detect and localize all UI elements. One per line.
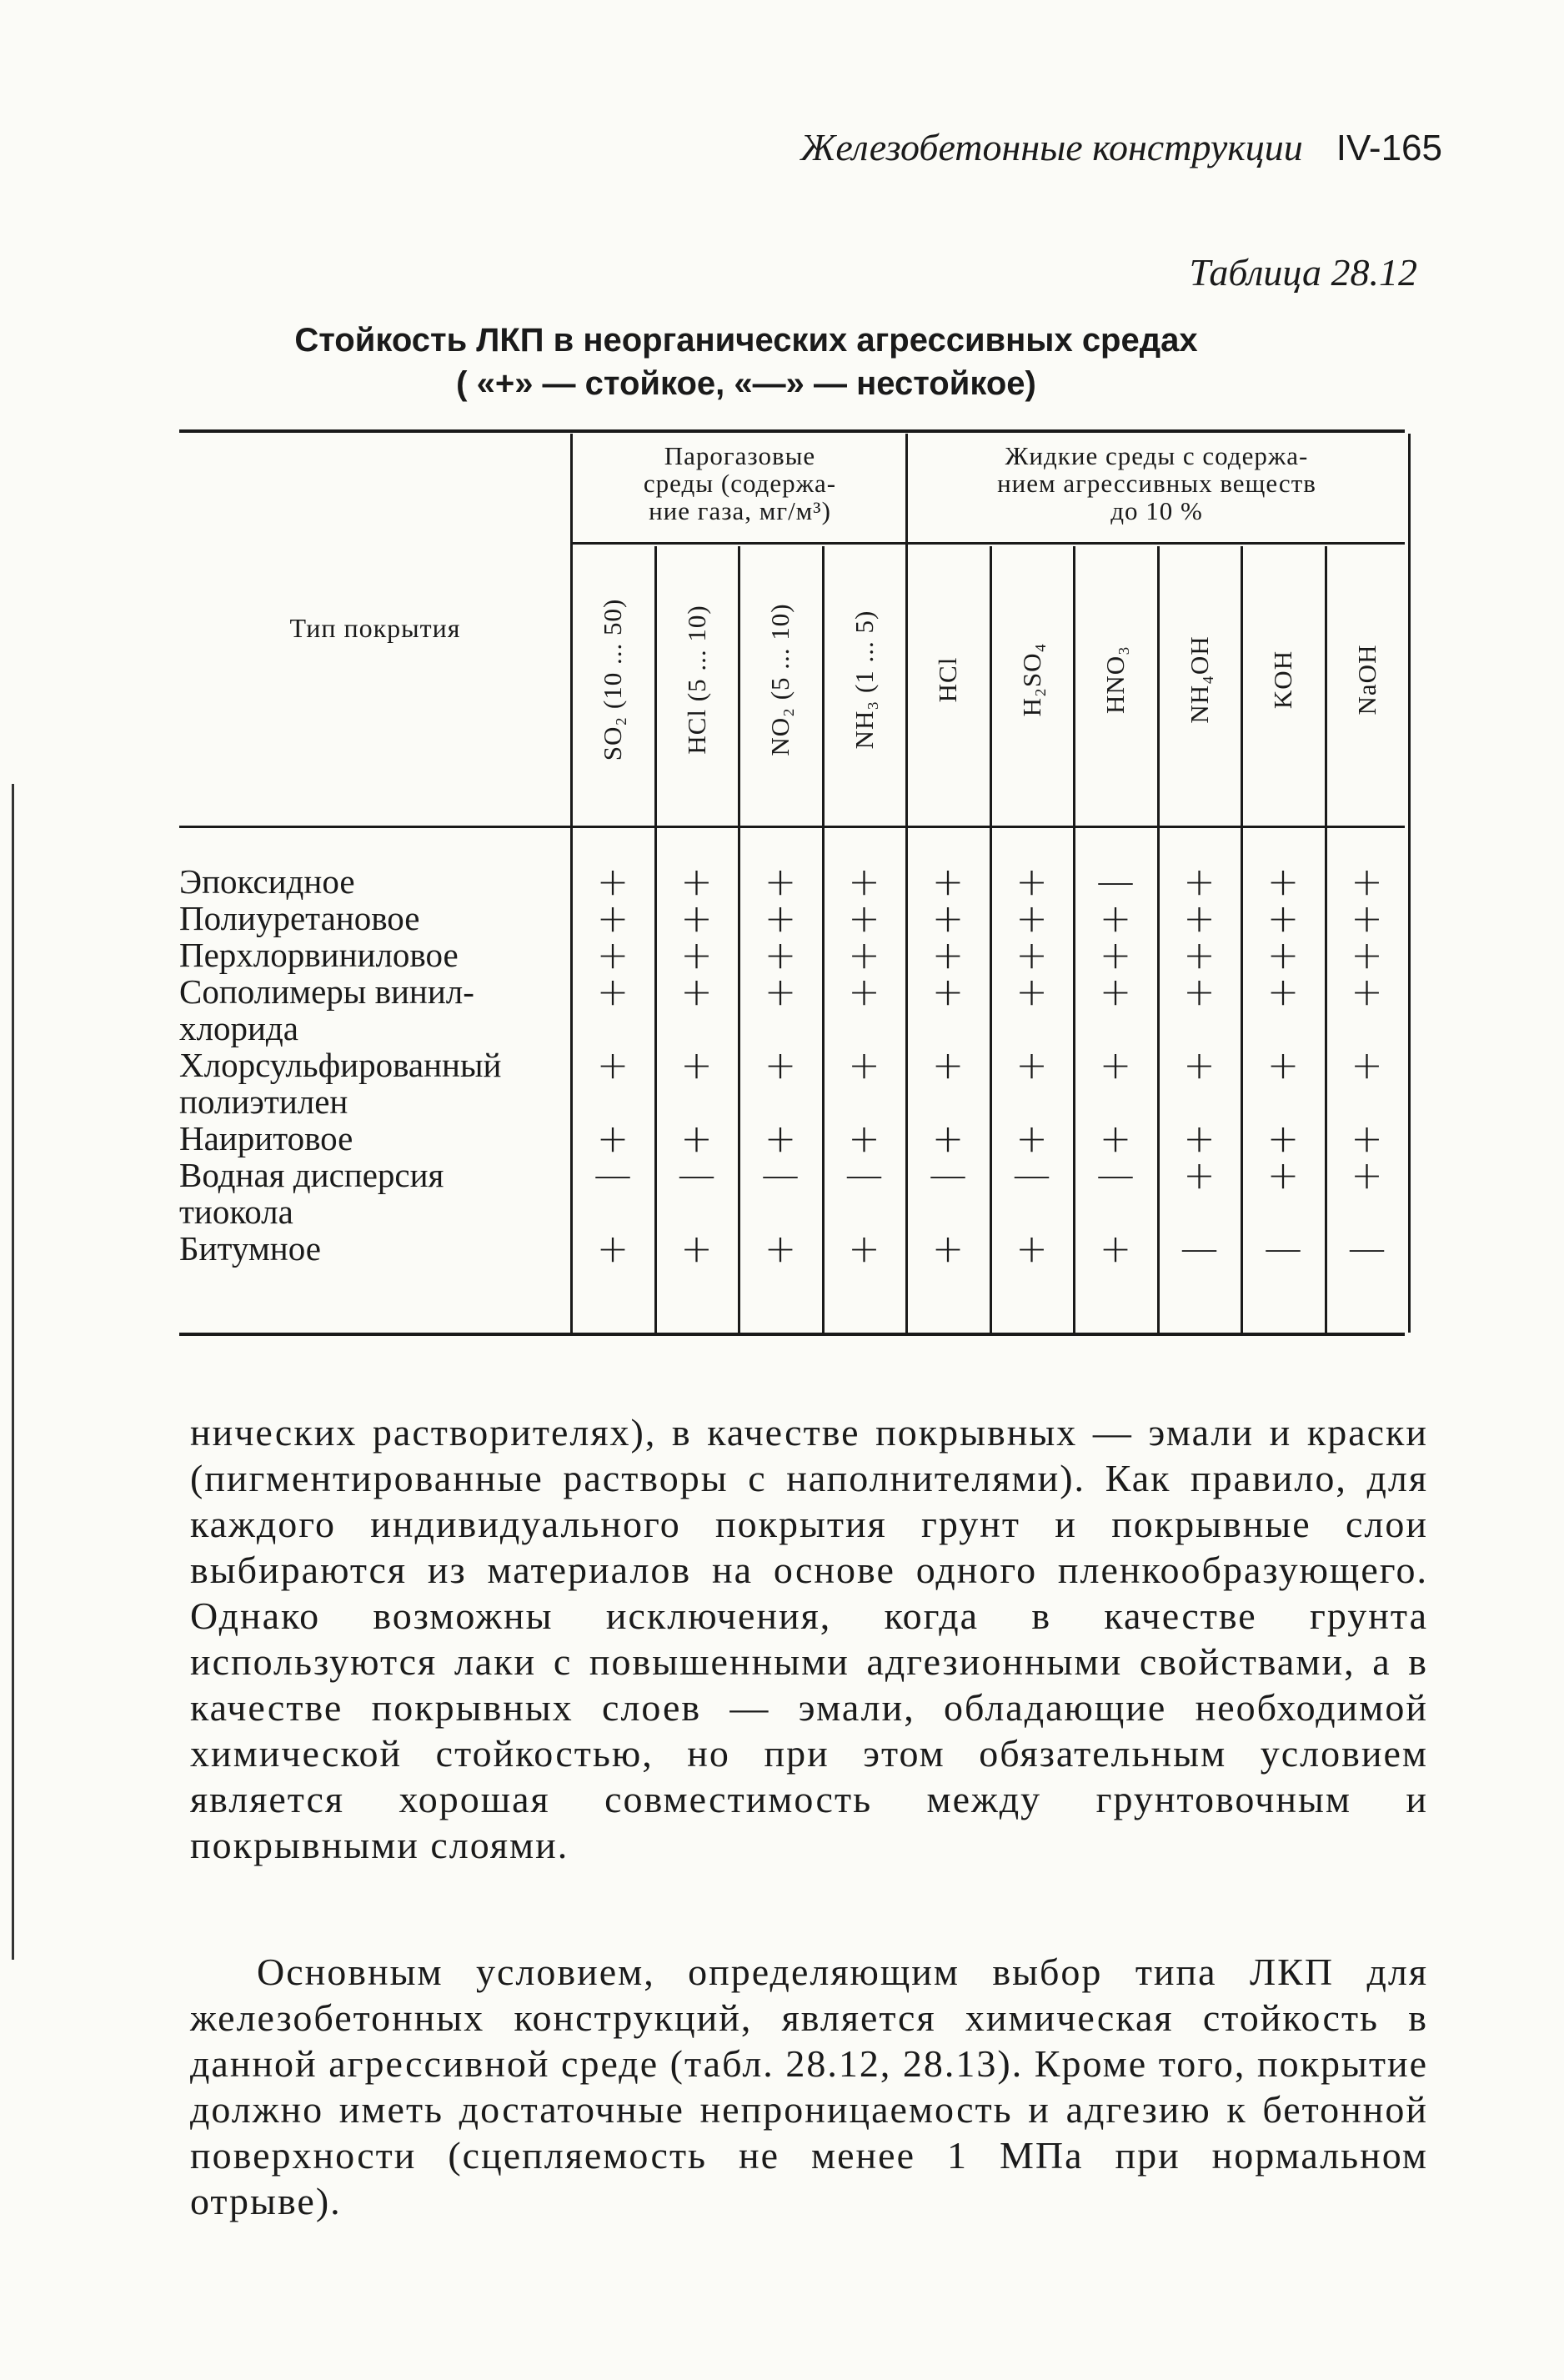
table-cell: + xyxy=(1015,1116,1048,1161)
column-divider xyxy=(905,434,908,1333)
table-cell: + xyxy=(764,896,797,941)
row-label xyxy=(179,900,563,936)
column-header xyxy=(658,555,736,805)
column-header xyxy=(1328,555,1406,805)
column-divider xyxy=(1408,434,1411,1333)
table-cell: + xyxy=(1183,1152,1216,1198)
column-header xyxy=(909,555,987,805)
page-number: IV-165 xyxy=(1336,128,1442,168)
row-label-line: хлорида xyxy=(179,1009,298,1047)
table-cell: + xyxy=(680,859,713,904)
row-label xyxy=(179,936,563,973)
table-cell: + xyxy=(931,1042,965,1087)
column-header-label: SO₂ (10 ... 50) xyxy=(598,598,627,761)
table-cell: + xyxy=(596,1116,629,1161)
column-header xyxy=(993,555,1071,805)
table-cell: + xyxy=(1351,859,1383,904)
table-cell: + xyxy=(764,859,797,904)
group-liquid-line: Жидкие среды с содержа- xyxy=(1005,441,1309,470)
table-cell: + xyxy=(1015,969,1048,1014)
row-label-line: Битумное xyxy=(179,1229,321,1268)
column-header-label: NO₂ (5 ... 10) xyxy=(765,603,795,756)
table-cell: + xyxy=(680,969,713,1014)
group-header-rule xyxy=(571,542,1405,545)
column-divider xyxy=(1241,546,1243,1333)
coating-type-header: Тип покрытия xyxy=(289,613,461,643)
column-header-label: NaOH xyxy=(1351,644,1381,716)
column-divider xyxy=(738,546,740,1333)
table-cell: + xyxy=(848,896,880,941)
table-cell: + xyxy=(1351,932,1383,977)
table-cell: + xyxy=(1015,932,1048,977)
column-header-label: NH₃ (1 ... 5) xyxy=(849,610,879,750)
table-cell: + xyxy=(764,969,797,1014)
table-cell: + xyxy=(1099,1226,1132,1271)
table-cell: + xyxy=(848,1116,880,1161)
caption-line-1: Стойкость ЛКП в неорганических агрессивных средах xyxy=(294,322,1198,359)
table-cell: + xyxy=(596,932,629,977)
table-cell: + xyxy=(764,1042,797,1087)
column-header-label: HNO₃ xyxy=(1100,645,1130,714)
table-cell: — xyxy=(1096,859,1135,904)
row-label-line: Перхлорвиниловое xyxy=(179,936,459,974)
table-cell: — xyxy=(929,1152,967,1198)
table-cell: + xyxy=(1183,932,1216,977)
row-label-line: Водная дисперсия xyxy=(179,1156,444,1194)
column-divider xyxy=(654,546,657,1333)
running-header xyxy=(0,125,1442,169)
table-caption xyxy=(179,319,1313,405)
table-cell: — xyxy=(1347,1226,1386,1271)
table-cell: + xyxy=(1183,1116,1216,1161)
table-cell: + xyxy=(1099,969,1132,1014)
row-label-line: Хлорсульфированный xyxy=(179,1046,502,1084)
table-cell: — xyxy=(845,1152,884,1198)
table-cell: + xyxy=(1183,896,1216,941)
group-liquid-line: нием агрессивных веществ xyxy=(997,469,1316,498)
header-bottom-rule xyxy=(179,826,1405,828)
group-vapor-line: ние газа, мг/м³) xyxy=(649,496,831,525)
table-cell: + xyxy=(848,859,880,904)
table-cell: + xyxy=(596,859,629,904)
table-cell: + xyxy=(1015,896,1048,941)
table-cell: + xyxy=(680,1116,713,1161)
table-cell: + xyxy=(596,1042,629,1087)
table-cell: + xyxy=(1183,859,1216,904)
table-cell: + xyxy=(1015,1042,1048,1087)
table-cell: + xyxy=(1099,896,1132,941)
row-label-line: Полиуретановое xyxy=(179,899,420,937)
table-cell: + xyxy=(931,859,965,904)
table-cell: — xyxy=(1180,1226,1219,1271)
group-vapor-line: среды (содержа- xyxy=(643,469,837,498)
group-liquid-line: до 10 % xyxy=(1110,496,1203,525)
table-cell: + xyxy=(931,896,965,941)
row-label xyxy=(179,1230,563,1267)
table-cell: + xyxy=(764,932,797,977)
table-cell: + xyxy=(1351,1042,1383,1087)
table-cell: + xyxy=(596,1226,629,1271)
row-label-line: тиокола xyxy=(179,1193,293,1231)
table-cell: + xyxy=(764,1226,797,1271)
column-divider xyxy=(1073,546,1075,1333)
table-cell: + xyxy=(848,1226,880,1271)
table-cell: + xyxy=(1015,859,1048,904)
table-cell: — xyxy=(1264,1226,1302,1271)
row-label xyxy=(179,1047,563,1120)
column-header xyxy=(574,555,652,805)
table-cell: + xyxy=(1266,969,1300,1014)
table-cell: + xyxy=(596,969,629,1014)
table-cell: + xyxy=(1183,969,1216,1014)
row-label xyxy=(179,1120,563,1157)
column-divider xyxy=(1157,546,1160,1333)
row-label-line: Наиритовое xyxy=(179,1119,353,1157)
column-header xyxy=(1160,555,1239,805)
table-cell: — xyxy=(761,1152,800,1198)
table-cell: — xyxy=(594,1152,632,1198)
group-vapor-header xyxy=(571,442,909,525)
table-cell: + xyxy=(1266,1042,1300,1087)
table-cell: + xyxy=(1266,896,1300,941)
column-divider xyxy=(1325,546,1327,1333)
table-bottom-rule xyxy=(179,1333,1405,1336)
column-header xyxy=(825,555,904,805)
table-top-rule xyxy=(179,429,1405,433)
table-cell: + xyxy=(931,1226,965,1271)
column-header xyxy=(1076,555,1155,805)
paragraph-2: Основным условием, определяющим выбор типа ЛКП для железобетонных конструкций, является химическая стойкость в данной агрессивной среде (табл. 28.12, 28.13). Кроме того, покрытие должно иметь достаточные непроницаемость и адгезию к бетонной поверхности (сцепляемость не менее 1 МПа при нормальном отрыве). xyxy=(190,1951,1428,2222)
row-label xyxy=(179,863,563,900)
table-cell: + xyxy=(764,1116,797,1161)
table-cell: + xyxy=(596,896,629,941)
row-label-line: Эпоксидное xyxy=(179,862,355,901)
table-cell: + xyxy=(1266,1152,1300,1198)
column-header xyxy=(741,555,820,805)
margin-mark xyxy=(12,784,14,1960)
column-divider xyxy=(822,546,825,1333)
row-label-line: полиэтилен xyxy=(179,1082,348,1121)
table-cell: + xyxy=(848,1042,880,1087)
column-header-label: H₂SO₄ xyxy=(1016,642,1046,717)
table-cell: + xyxy=(1351,1152,1383,1198)
table-cell: — xyxy=(1012,1152,1051,1198)
column-header-label: NH₄OH xyxy=(1184,635,1214,724)
row-label xyxy=(179,973,563,1047)
column-divider xyxy=(990,546,992,1333)
group-liquid-header xyxy=(909,442,1405,525)
table-cell: + xyxy=(680,1042,713,1087)
table-cell: + xyxy=(1099,1042,1132,1087)
table-cell: + xyxy=(1351,969,1383,1014)
table-cell: + xyxy=(1099,932,1132,977)
table-cell: + xyxy=(1015,1226,1048,1271)
table-cell: + xyxy=(1266,1116,1300,1161)
table-cell: + xyxy=(680,896,713,941)
row-label xyxy=(179,1157,563,1230)
paragraph-1: нических растворителях), в качестве покрывных — эмали и краски (пигментированные растворы с наполнителями). Как правило, для каждого индивидуального покрытия грунт и покрывные слои выбираются из материалов на основе одного пленкообразующего. Однако возможны исключения, когда в качестве грунта используются лаки с повышенными адгезионными свойствами, а в качестве покрывных слоев — эмали, обладающие необходимой химической стойкостью, но при этом обязательным условием является хорошая совместимость между грунтовочным и покрывными слоями. xyxy=(190,1411,1428,1866)
table-cell: + xyxy=(848,969,880,1014)
table-cell: + xyxy=(931,969,965,1014)
group-vapor-line: Парогазовые xyxy=(664,441,816,470)
running-title: Железобетонные конструкции xyxy=(800,126,1303,168)
table-cell: + xyxy=(931,932,965,977)
column-header-label: KOH xyxy=(1268,650,1297,710)
table-cell: + xyxy=(1183,1042,1216,1087)
table-cell: + xyxy=(680,1226,713,1271)
column-header-label: HCl (5 ... 10) xyxy=(681,605,711,755)
column-header xyxy=(1244,555,1322,805)
table-label: Таблица 28.12 xyxy=(1189,251,1417,294)
table-cell: — xyxy=(1096,1152,1135,1198)
table-cell: + xyxy=(1099,1116,1132,1161)
table-cell: + xyxy=(931,1116,965,1161)
column-header-label: HCl xyxy=(933,656,962,703)
column-divider xyxy=(570,434,573,1333)
table-cell: — xyxy=(677,1152,716,1198)
table-cell: + xyxy=(1266,932,1300,977)
table-cell: + xyxy=(680,932,713,977)
table-cell: + xyxy=(1266,859,1300,904)
table-cell: + xyxy=(1351,896,1383,941)
table-cell: + xyxy=(848,932,880,977)
table-cell: + xyxy=(1351,1116,1383,1161)
caption-line-2: ( «+» — стойкое, «—» — нестойкое) xyxy=(456,365,1036,402)
row-label-line: Сополимеры винил- xyxy=(179,972,474,1011)
